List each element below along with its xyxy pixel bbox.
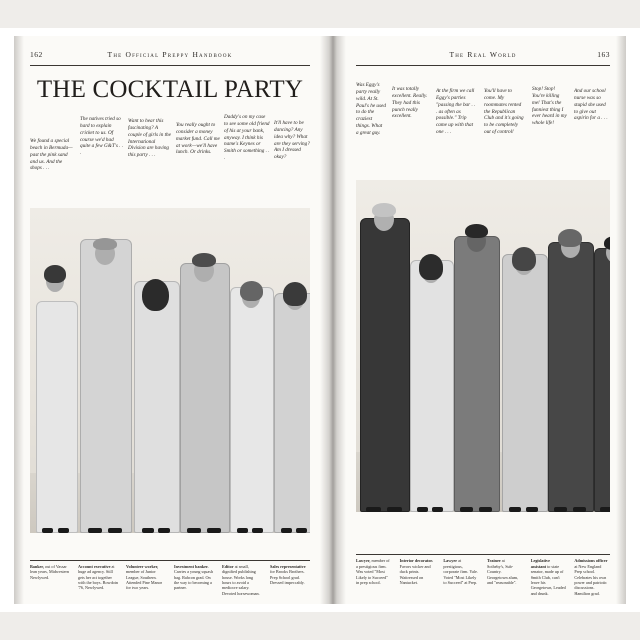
left-party-photograph [30, 208, 310, 533]
right-party-photograph [356, 180, 610, 512]
caption-lead: Lawyer, [356, 558, 371, 564]
caption-lead: Volunteer worker, [126, 563, 159, 569]
caption-text: out of Vassar lean years, Midwestern Newlywed. [30, 563, 69, 580]
speech-balloon: Was Eggy's party really wild. At St. Paul's he used to do the craziest things. What a great guy. [356, 82, 386, 137]
speech-balloon: We found a special beach in Bermuda—past the pink sand and us. And the shops . . . [30, 138, 73, 172]
caption [570, 558, 610, 596]
speech-balloon: Daddy's on my case to see some old friend of his at your bank, anyway. I think his name's Keynes or Smith or something . . . [224, 114, 270, 162]
caption-lead: Editor [222, 563, 234, 569]
caption-text: Carries a young squash bag. Rahcon grad. On the way to becoming a partner. [174, 569, 213, 591]
caption-text: Favors wicker and duck prints. Waitressed on Nantucket. [399, 563, 431, 585]
caption [266, 564, 310, 596]
caption-text: at small, dignified publishing house. Works long hours to avoid a mediocre salary. Devoted horsewoman. [222, 563, 260, 596]
right-balloon-group [356, 76, 610, 180]
caption-lead: Interior decorator. [399, 558, 433, 564]
caption [483, 558, 523, 596]
figure-legislative-aide [548, 228, 592, 512]
figure-trainee-woman [502, 240, 546, 512]
caption-lead: Admissions officer [574, 558, 608, 564]
caption-text: to state senator, made up of Smith Club, can't leave his Georgetown, Leaded and drunk. [530, 563, 566, 596]
caption [527, 558, 567, 596]
book-photograph [0, 28, 640, 612]
figure-editor-woman [230, 271, 272, 533]
speech-balloon: You'll have to come. My roommates rented the Republican Club and it's going to be completely out of control! [484, 88, 524, 136]
caption-lead: Legislative assistant [530, 558, 550, 569]
open-spread [14, 36, 626, 604]
figure-lawyer-man [360, 206, 408, 512]
left-page [14, 36, 326, 604]
caption-text: member of a prestigious firm. Was voted "Most Likely to Succeed" in prep school. [356, 558, 390, 585]
caption-text: at prestigious, corporate firm. Yale. Voted "Most Likely to Succeed" at Prep. [443, 558, 478, 585]
caption-text: member of Junior League, Southern. Attended Pine Manor for two years. [126, 569, 163, 591]
right-head-rule [356, 65, 610, 66]
figure-older-man [80, 238, 130, 533]
caption [218, 564, 262, 596]
caption-lead: Banker, [30, 563, 44, 569]
caption-lead: Investment banker. [174, 563, 209, 569]
caption [396, 558, 436, 596]
speech-balloon: Stop! Stop! You're killing me! That's the funniest thing I ever heard in my whole life! [532, 86, 567, 127]
caption [356, 558, 392, 596]
speech-balloon: Want to hear this fascinating? A couple of girls in the International Division are having this party . . . [128, 118, 171, 159]
figure-investment-banker [180, 251, 228, 533]
figure-second-lawyer [454, 224, 498, 512]
caption-text: at huge ad agency. Still gets her act together with the boys. Bowdoin '76, Newlywed. [78, 563, 118, 591]
speech-balloon: The natives tried so hard to explain cricket to us. Of course we'd had quite a few G&T's . . . [80, 116, 124, 157]
left-head-rule [30, 65, 310, 66]
caption-text: for Brooks Brothers. Prep School grad. Dressed impeccably. [270, 569, 305, 585]
caption [30, 564, 70, 596]
right-caption-strip [356, 554, 610, 596]
left-folio: 162 [30, 50, 43, 59]
left-balloon-group [30, 108, 310, 204]
speech-balloon: And our school nurse was so stupid she used to give out aspirin for a . . . [574, 88, 608, 122]
figure-sales-rep-woman [274, 277, 310, 533]
left-caption-strip [30, 560, 310, 596]
caption-lead: Sales representative [270, 563, 306, 569]
caption-lead: Trainee [487, 558, 501, 564]
right-folio: 163 [597, 50, 610, 59]
figure-banker-woman [36, 253, 76, 533]
caption-lead: Account executive [78, 563, 111, 569]
right-page [340, 36, 626, 604]
page-title: THE COCKTAIL PARTY [36, 76, 304, 103]
caption [439, 558, 479, 596]
caption-text: at Sotheby's, Sub-Country. Georgetown alum, and "reasonable". [487, 558, 519, 585]
figure-decorator-woman [410, 246, 452, 512]
speech-balloon: At the firm we call Eggy's parties "passing the bar . . . as often as possible." Trip came up with that one . . . [436, 88, 476, 136]
caption-text: at New England Prep school. Celebrates his own power and patriotic discussions. Hamilton grad. [574, 563, 607, 596]
caption [74, 564, 118, 596]
caption [170, 564, 214, 596]
figure-admissions-officer [594, 234, 610, 512]
right-running-title: The Real World [449, 50, 517, 59]
right-running-head [356, 50, 610, 62]
speech-balloon: You really ought to consider a money market fund. Call me at work—we'll have lunch. Or drinks. [176, 122, 220, 156]
figure-volunteer-woman [134, 265, 178, 533]
left-running-title: The Official Preppy Handbook [107, 50, 233, 59]
caption-lead: Lawyer [443, 558, 458, 564]
left-running-head [30, 50, 310, 62]
caption [122, 564, 166, 596]
speech-balloon: It'll have to be dancing? Any idea why? What are they serving? Am I dressed okay? [274, 120, 310, 161]
speech-balloon: It was totally excellent. Really. They had this punch really excellent. [392, 86, 428, 120]
